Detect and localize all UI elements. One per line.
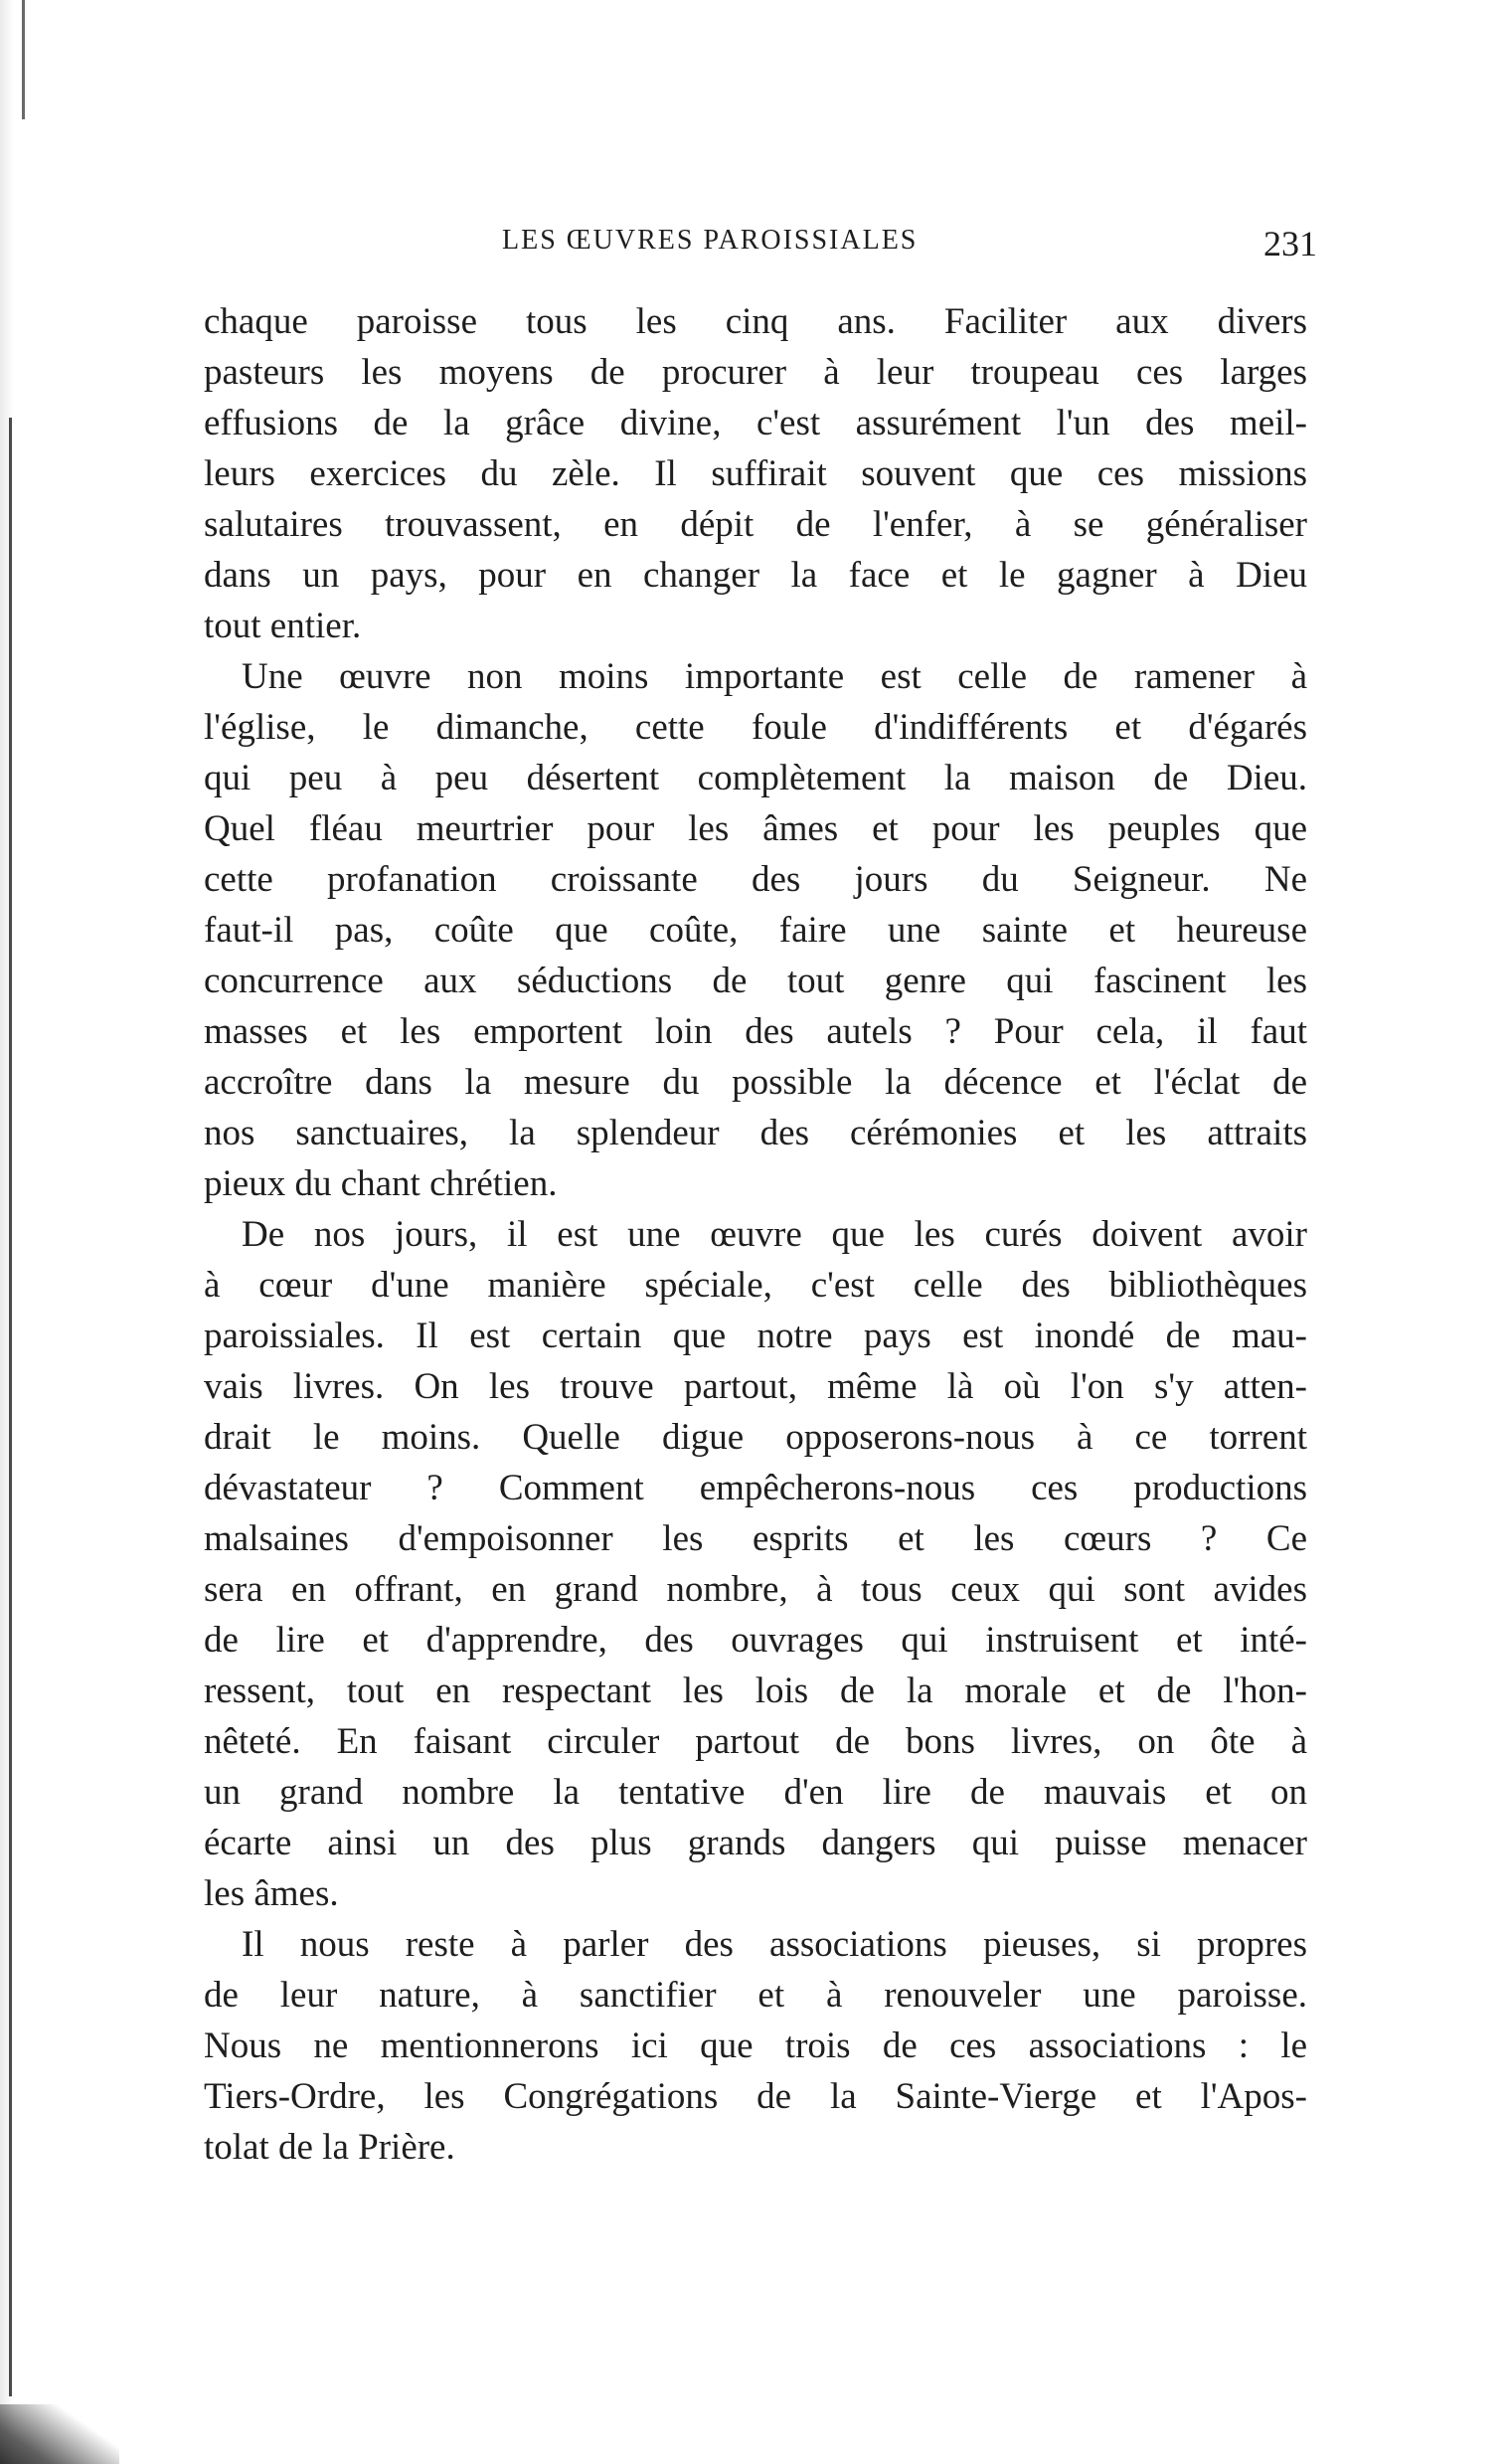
text-line: pieux du chant chrétien.: [204, 1163, 558, 1204]
text-line: les âmes.: [204, 1873, 339, 1914]
text-line: Il nous reste à parler des associations pieuses, si propres: [242, 1924, 1307, 1965]
text-line: Tiers-Ordre, les Congrégations de la Sainte-Vierge et l'Apos-: [204, 2076, 1307, 2117]
text-line: faut-il pas, coûte que coûte, faire une sainte et heureuse: [204, 910, 1307, 951]
page-header: [204, 225, 1317, 272]
text-line: vais livres. On les trouve partout, même là où l'on s'y atten-: [204, 1366, 1307, 1407]
text-line: drait le moins. Quelle digue opposerons-nous à ce torrent: [204, 1417, 1307, 1458]
paragraph: [204, 296, 1307, 651]
text-line: effusions de la grâce divine, c'est assurément l'un des meil-: [204, 403, 1307, 443]
binding-shadow-top: [22, 0, 25, 119]
page-number: 231: [1263, 224, 1317, 264]
binding-shadow-line: [9, 418, 12, 2396]
text-line: l'église, le dimanche, cette foule d'indifférents et d'égarés: [204, 707, 1307, 748]
text-line: malsaines d'empoisonner les esprits et les cœurs ? Ce: [204, 1518, 1307, 1559]
text-line: paroissiales. Il est certain que notre pays est inondé de mau-: [204, 1316, 1307, 1356]
text-line: nêteté. En faisant circuler partout de bons livres, on ôte à: [204, 1721, 1307, 1762]
text-line: qui peu à peu désertent complètement la maison de Dieu.: [204, 758, 1307, 798]
text-line: sera en offrant, en grand nombre, à tous ceux qui sont avides: [204, 1569, 1307, 1610]
text-line: Une œuvre non moins importante est celle de ramener à: [242, 656, 1307, 697]
running-title: LES ŒUVRES PAROISSIALES: [502, 225, 919, 256]
body-text: [204, 296, 1307, 2173]
text-line: nos sanctuaires, la splendeur des cérémonies et les attraits: [204, 1113, 1307, 1153]
text-line: dans un pays, pour en changer la face et le gagner à Dieu: [204, 555, 1307, 596]
paragraph: [204, 1919, 1307, 2173]
text-line: chaque paroisse tous les cinq ans. Faciliter aux divers: [204, 301, 1307, 342]
text-line: De nos jours, il est une œuvre que les curés doivent avoir: [242, 1214, 1307, 1255]
text-line: tout entier.: [204, 606, 362, 646]
text-line: accroître dans la mesure du possible la décence et l'éclat de: [204, 1062, 1307, 1103]
text-line: cette profanation croissante des jours du Seigneur. Ne: [204, 859, 1307, 900]
text-line: écarte ainsi un des plus grands dangers qui puisse menacer: [204, 1823, 1307, 1863]
paragraph: [204, 1209, 1307, 1919]
text-line: salutaires trouvassent, en dépit de l'enfer, à se généraliser: [204, 504, 1307, 545]
text-line: Nous ne mentionnerons ici que trois de ces associations : le: [204, 2025, 1307, 2066]
page-corner-shadow: [0, 2404, 119, 2464]
text-line: dévastateur ? Comment empêcherons-nous ces productions: [204, 1468, 1307, 1508]
text-line: concurrence aux séductions de tout genre qui fascinent les: [204, 961, 1307, 1001]
text-line: de leur nature, à sanctifier et à renouveler une paroisse.: [204, 1975, 1307, 2016]
text-line: leurs exercices du zèle. Il suffirait souvent que ces missions: [204, 453, 1307, 494]
text-line: ressent, tout en respectant les lois de la morale et de l'hon-: [204, 1671, 1307, 1711]
paragraph: [204, 651, 1307, 1209]
text-line: pasteurs les moyens de procurer à leur troupeau ces larges: [204, 352, 1307, 393]
text-line: tolat de la Prière.: [204, 2127, 455, 2168]
text-line: à cœur d'une manière spéciale, c'est celle des bibliothèques: [204, 1265, 1307, 1306]
text-line: Quel fléau meurtrier pour les âmes et pour les peuples que: [204, 808, 1307, 849]
text-line: un grand nombre la tentative d'en lire de mauvais et on: [204, 1772, 1307, 1813]
text-line: de lire et d'apprendre, des ouvrages qui instruisent et inté-: [204, 1620, 1307, 1661]
text-line: masses et les emportent loin des autels ? Pour cela, il faut: [204, 1011, 1307, 1052]
